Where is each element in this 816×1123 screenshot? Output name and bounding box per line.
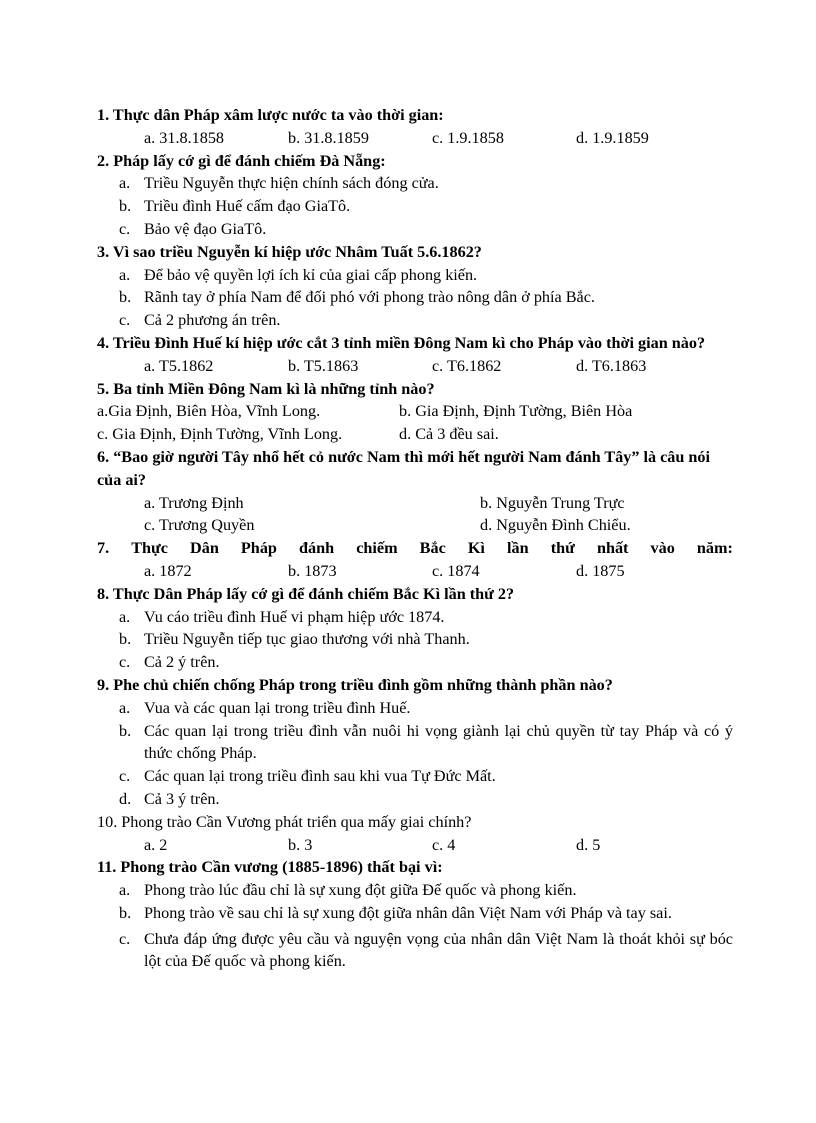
question-11-option-a — [97, 879, 733, 902]
question-11-title: 11. Phong trào Cần vương (1885-1896) thất bại vì: — [97, 858, 443, 877]
title-word: Bắc — [419, 539, 446, 558]
option-label: c. — [119, 311, 131, 330]
option-text: Các quan lại trong triều đình sau khi vua Tự Đức Mất. — [144, 767, 496, 786]
option-label: a. — [119, 174, 131, 193]
option-label: c. — [119, 219, 131, 238]
option-label: a. — [119, 607, 131, 626]
option-b: b. T5.1863 — [288, 356, 359, 375]
option-c: c. T6.1862 — [432, 356, 502, 375]
option-a: a. 2 — [144, 835, 168, 854]
question-9-option-a — [97, 697, 733, 720]
option-label: c. — [119, 767, 131, 786]
title-word: Kì — [467, 539, 485, 558]
question-9-title: 9. Phe chủ chiến chống Pháp trong triều đình gồm những thành phần nào? — [97, 675, 613, 694]
option-text: Phong trào lúc đầu chỉ là sự xung đột giữa Đế quốc và phong kiến. — [144, 881, 577, 900]
option-text: Để bảo vệ quyền lợi ích kỉ của giai cấp phong kiến. — [144, 265, 478, 284]
option-text: Cả 2 ý trên. — [144, 653, 220, 672]
option-b: b. Nguyễn Trung Trực — [480, 493, 625, 512]
option-text: Triều Nguyễn tiếp tục giao thương với nhà Thanh. — [144, 630, 470, 649]
option-label: b. — [119, 903, 132, 922]
question-9-option-d — [97, 788, 733, 811]
title-word: 7. — [97, 539, 110, 558]
option-text: Triều đình Huế cấm đạo GiaTô. — [144, 197, 351, 216]
question-10-options — [97, 834, 733, 857]
title-word: vào — [650, 539, 675, 558]
question-8-title: 8. Thực Dân Pháp lấy cớ gì để đánh chiếm Bắc Kì lần thứ 2? — [97, 584, 515, 603]
option-label: b. — [119, 197, 132, 216]
question-2-option-c — [97, 218, 733, 241]
option-a: a. 31.8.1858 — [144, 128, 225, 147]
question-5-options-row2 — [97, 423, 733, 446]
option-label: b. — [119, 288, 132, 307]
question-8-option-c — [97, 651, 733, 674]
option-a: a. Trương Định — [144, 493, 244, 512]
title-word: chiếm — [356, 539, 398, 558]
option-label: a. — [119, 698, 131, 717]
option-label: c. — [119, 929, 131, 948]
option-text: Các quan lại trong triều đình vẫn nuôi hi vọng giành lại chủ quyền từ tay Pháp và có ý thức chống Pháp. — [144, 721, 733, 763]
option-a: a. T5.1862 — [144, 356, 214, 375]
question-3-option-c — [97, 309, 733, 332]
option-text: Bảo vệ đạo GiaTô. — [144, 219, 267, 238]
option-c: c. Trương Quyền — [144, 516, 255, 535]
question-7-title — [97, 537, 733, 560]
option-c: c. Gia Định, Định Tường, Vĩnh Long. — [97, 425, 343, 444]
option-b: b. 1873 — [288, 561, 337, 580]
question-1-title: 1. Thực dân Pháp xâm lược nước ta vào thời gian: — [97, 106, 444, 124]
option-d: d. 5 — [576, 835, 601, 854]
option-label: b. — [119, 721, 132, 740]
question-1-options — [97, 127, 733, 150]
option-d: d. 1.9.1859 — [576, 128, 649, 147]
option-c: c. 4 — [432, 835, 456, 854]
title-word: Thực — [131, 539, 168, 558]
question-5-title: 5. Ba tỉnh Miền Đông Nam kì là những tỉnh nào? — [97, 379, 435, 398]
option-label: c. — [119, 653, 131, 672]
question-2-option-a — [97, 172, 733, 195]
option-d: d. Nguyễn Đình Chiểu. — [480, 516, 631, 535]
question-9-option-b — [97, 720, 733, 766]
title-word: đánh — [299, 539, 335, 558]
option-text: Rãnh tay ở phía Nam để đối phó với phong trào nông dân ở phía Bắc. — [144, 288, 595, 307]
option-text: Cả 2 phương án trên. — [144, 311, 281, 330]
option-b: b. 3 — [288, 835, 313, 854]
option-text: Vu cáo triều đình Huế vi phạm hiệp ước 1874. — [144, 607, 445, 626]
question-10-title: 10. Phong trào Cần Vương phát triển qua mấy giai chính? — [97, 812, 472, 831]
question-8-option-a — [97, 606, 733, 629]
option-d: d. T6.1863 — [576, 356, 647, 375]
option-c: c. 1.9.1858 — [432, 128, 504, 147]
title-word: nhất — [596, 539, 629, 558]
option-text: Chưa đáp ứng được yêu cầu và nguyện vọng của nhân dân Việt Nam là thoát khỏi sự bóc lột của Đế quốc và phong kiến. — [144, 929, 733, 971]
question-3-title: 3. Vì sao triều Nguyễn kí hiệp ước Nhâm Tuất 5.6.1862? — [97, 242, 482, 261]
question-2-option-b — [97, 195, 733, 218]
question-6-title: 6. “Bao giờ người Tây nhổ hết cỏ nước Nam thì mới hết người Nam đánh Tây” là câu nói của ai? — [97, 447, 711, 489]
option-text: Phong trào về sau chỉ là sự xung đột giữa nhân dân Việt Nam với Pháp và tay sai. — [144, 903, 672, 922]
question-8-option-b — [97, 628, 733, 651]
option-text: Cả 3 ý trên. — [144, 789, 220, 808]
question-6-options-row2 — [97, 514, 733, 537]
option-a: a. 1872 — [144, 561, 192, 580]
option-label: b. — [119, 630, 132, 649]
question-2-title: 2. Pháp lấy cớ gì để đánh chiếm Đà Nẵng: — [97, 151, 386, 170]
option-b: b. 31.8.1859 — [288, 128, 369, 147]
question-5-options-row1 — [97, 400, 733, 423]
question-6-options-row1 — [97, 492, 733, 515]
option-a: a.Gia Định, Biên Hòa, Vĩnh Long. — [97, 402, 321, 421]
option-d: d. 1875 — [576, 561, 625, 580]
option-label: d. — [119, 789, 132, 808]
option-label: a. — [119, 881, 131, 900]
question-11-option-c — [97, 928, 733, 974]
option-b: b. Gia Định, Định Tường, Biên Hòa — [399, 402, 633, 421]
question-3-option-b — [97, 286, 733, 309]
question-7-options — [97, 560, 733, 583]
question-11-option-b — [97, 902, 733, 925]
question-4-options — [97, 355, 733, 378]
quiz-content — [97, 104, 733, 973]
option-text: Triều Nguyễn thực hiện chính sách đóng cửa. — [144, 174, 439, 193]
question-3-option-a — [97, 264, 733, 287]
question-9-option-c — [97, 765, 733, 788]
option-c: c. 1874 — [432, 561, 480, 580]
title-word: Dân — [190, 539, 219, 558]
option-label: a. — [119, 265, 131, 284]
title-word: lần — [507, 539, 529, 558]
question-4-title: 4. Triều Đình Huế kí hiệp ước cắt 3 tỉnh miền Đông Nam kì cho Pháp vào thời gian nào? — [97, 333, 706, 352]
title-word: thứ — [550, 539, 575, 558]
option-text: Vua và các quan lại trong triều đình Huế. — [144, 698, 411, 717]
title-word: năm: — [696, 539, 733, 558]
option-d: d. Cả 3 đều sai. — [399, 425, 499, 444]
title-word: Pháp — [240, 539, 277, 558]
